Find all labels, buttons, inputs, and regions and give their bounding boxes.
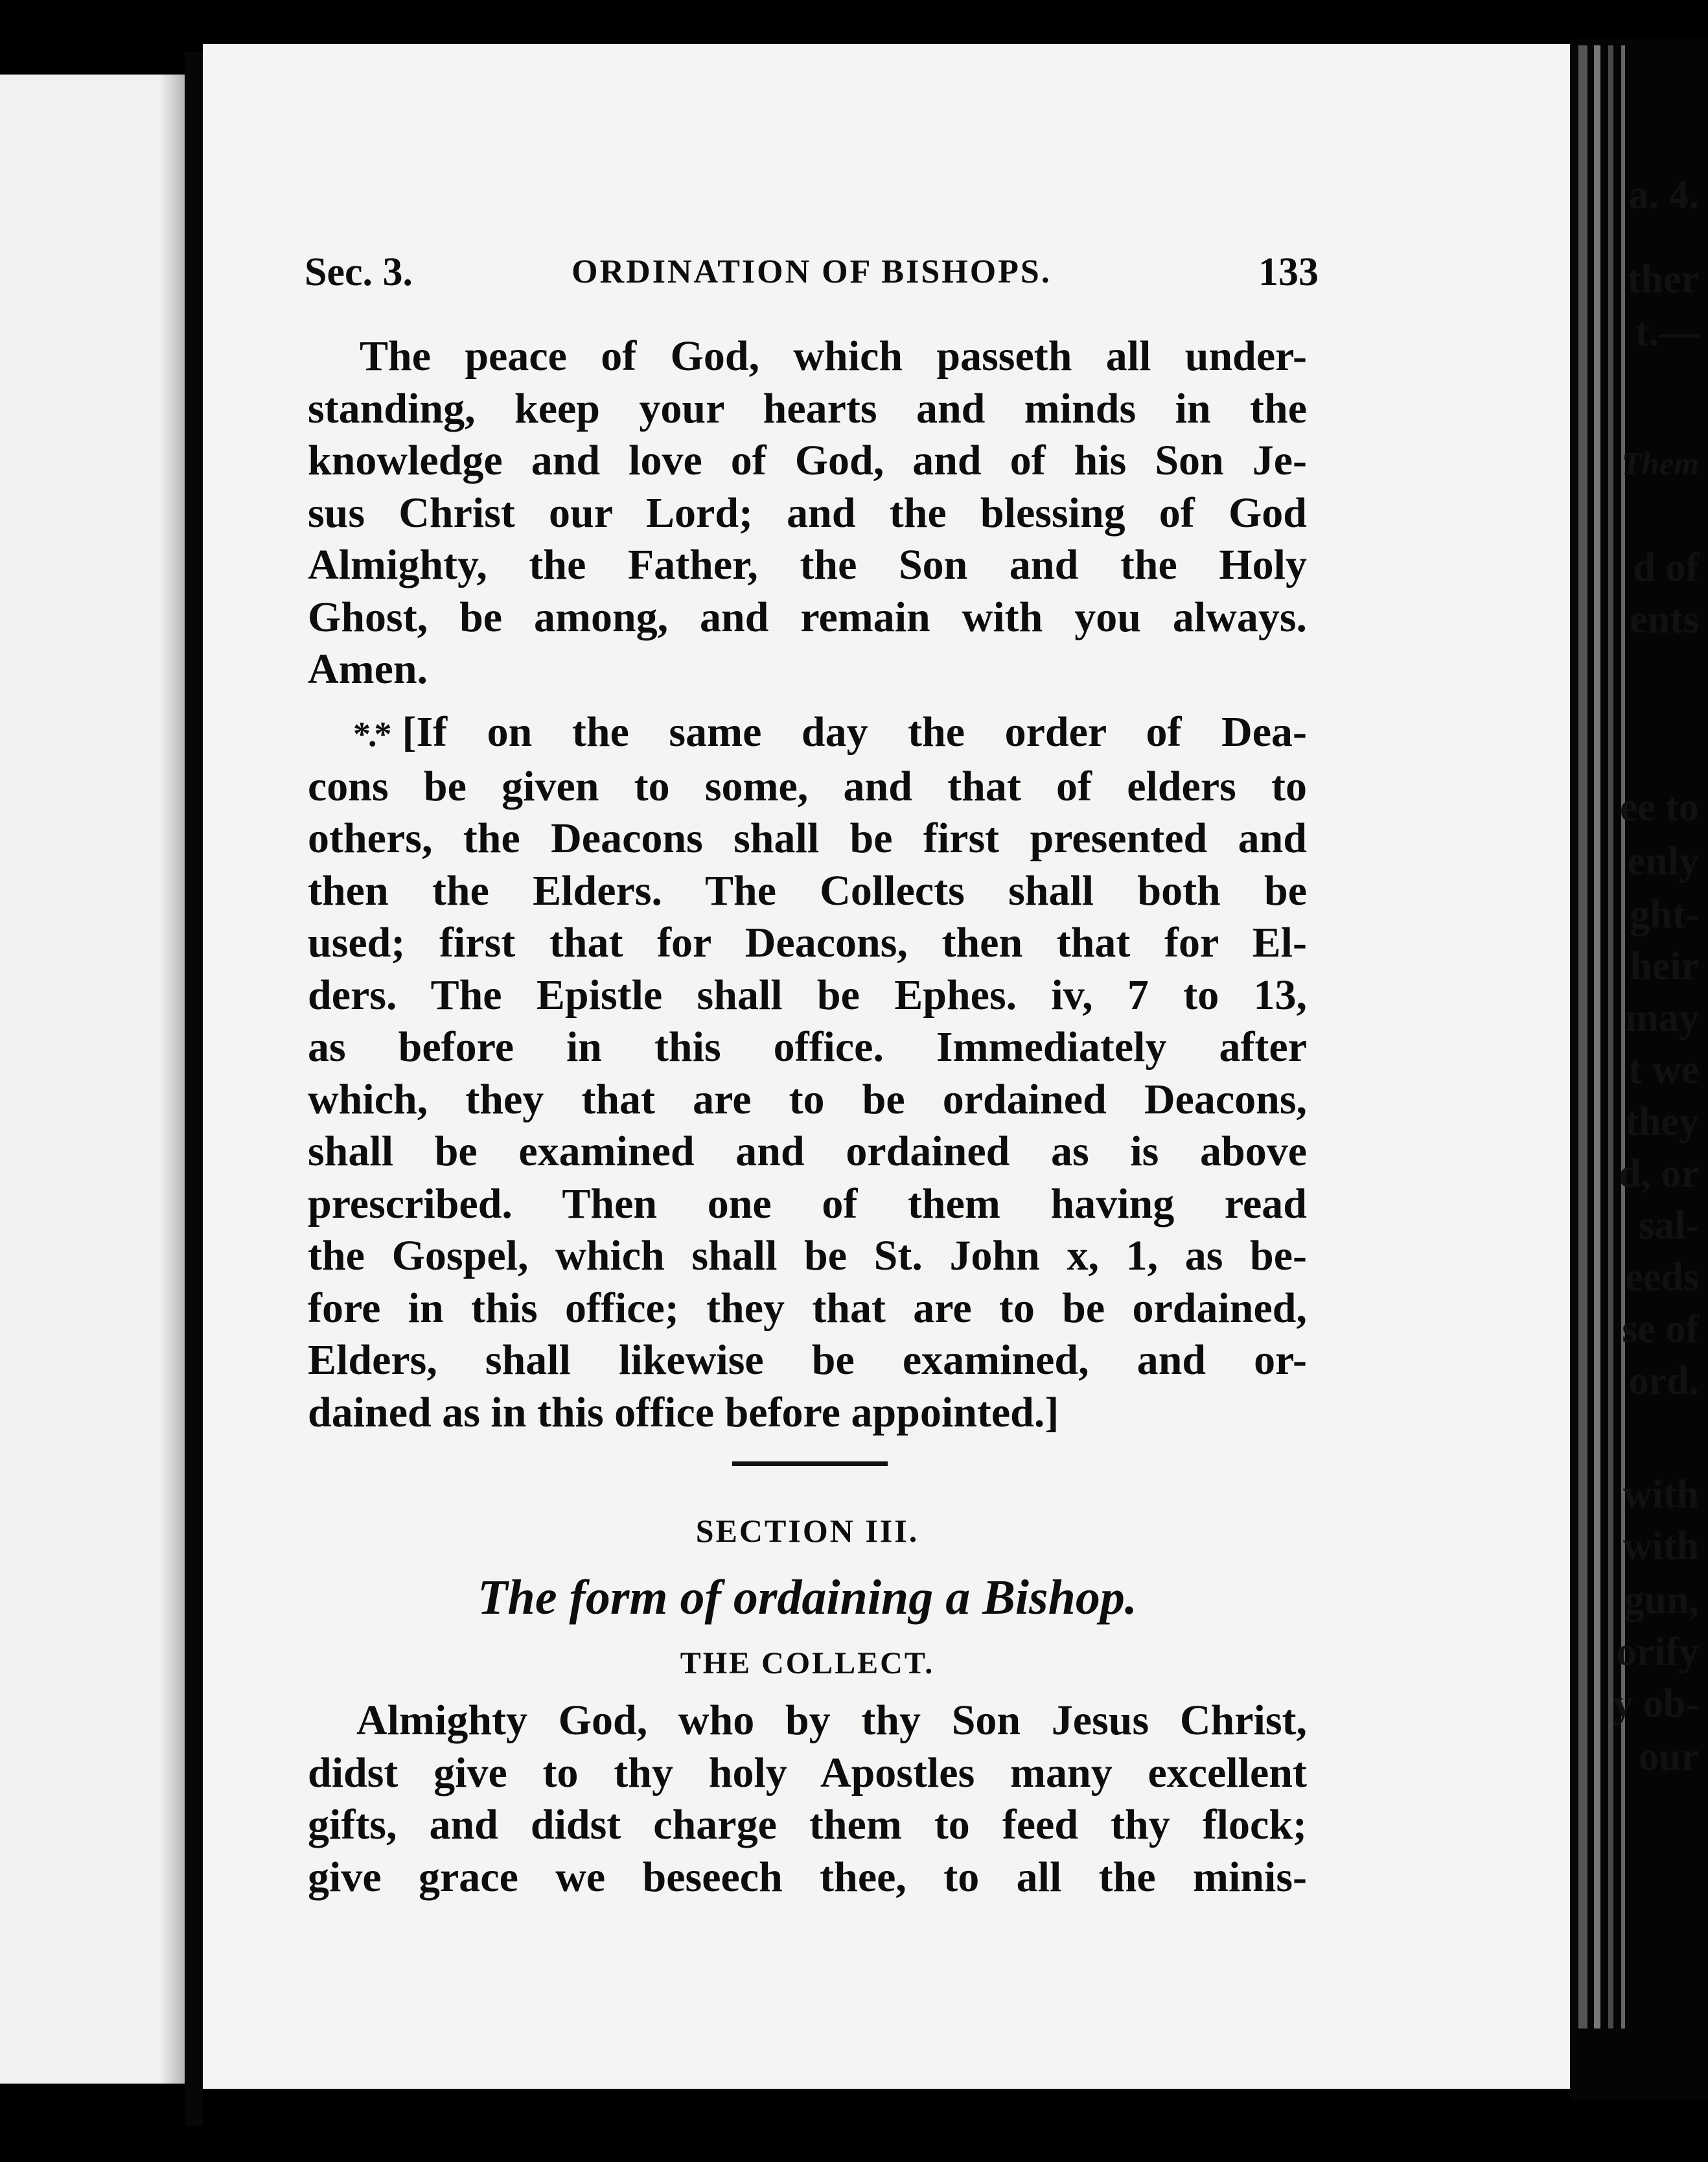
- text-line: ders. The Epistle shall be Ephes. iv, 7 to 13,: [308, 971, 1307, 1019]
- fragment: ord.: [1628, 1359, 1699, 1403]
- fragment: Them: [1621, 445, 1699, 482]
- fragment: t.—: [1635, 310, 1699, 355]
- blessing-paragraph: [308, 331, 1307, 696]
- text-line: knowledge and love of God, and of his Son Je-: [308, 437, 1307, 484]
- text-line: Ghost, be among, and remain with you always.: [308, 593, 1307, 641]
- text-line: Almighty, the Father, the Son and the Holy: [308, 541, 1307, 588]
- fragment: sal-: [1639, 1203, 1699, 1248]
- rubric-paragraph: [308, 706, 1307, 1439]
- text-line: then the Elders. The Collects shall both be: [308, 866, 1307, 914]
- fragment: y ob-: [1613, 1682, 1699, 1726]
- text-line: prescribed. Then one of them having read: [308, 1180, 1307, 1227]
- text-line: dained as in this office before appointed.]: [308, 1388, 1059, 1436]
- fragment: d, or: [1619, 1152, 1699, 1196]
- text-line: others, the Deacons shall be first presented and: [308, 815, 1307, 862]
- fragment: enly: [1627, 839, 1699, 883]
- fragment: t we: [1628, 1048, 1699, 1092]
- fragment: ents: [1630, 598, 1699, 642]
- facing-page-left: [0, 75, 185, 2084]
- form-title: The form of ordaining a Bishop.: [478, 1570, 1137, 1625]
- text-line: cons be given to some, and that of elders to: [308, 762, 1307, 810]
- running-head-title: ORDINATION OF BISHOPS.: [571, 253, 1052, 290]
- text-line: used; first that for Deacons, then that for El-: [308, 919, 1307, 966]
- collect-paragraph: [308, 1695, 1307, 1903]
- fragment: with: [1622, 1472, 1699, 1517]
- asterism-symbol: *.*: [353, 715, 389, 754]
- fragment: ee to: [1619, 785, 1699, 830]
- text-line: The peace of God, which passeth all under-: [360, 332, 1307, 380]
- fragment: eeds: [1625, 1255, 1699, 1299]
- fragment: our: [1639, 1735, 1699, 1779]
- running-head: [305, 246, 1319, 298]
- fragment: gun,: [1624, 1578, 1699, 1622]
- page-edge-strip: [1578, 45, 1587, 2028]
- section-heading: SECTION III.: [695, 1513, 919, 1549]
- book-gutter: [185, 52, 203, 2126]
- fragment: a. 4.: [1628, 173, 1699, 217]
- text-line: [If on the same day the order of Dea-: [402, 708, 1307, 756]
- text-line: which, they that are to be ordained Deacons,: [308, 1075, 1307, 1123]
- text-line: as before in this office. Immediately after: [308, 1023, 1307, 1071]
- fragment: orify: [1616, 1630, 1699, 1674]
- fragment: may: [1625, 996, 1699, 1040]
- fragment: se of: [1622, 1307, 1699, 1351]
- fragment: heir: [1630, 944, 1699, 988]
- text-line: fore in this office; they that are to be ordained,: [308, 1284, 1307, 1332]
- page-edge-strip: [1621, 45, 1625, 2028]
- text-line: give grace we beseech thee, to all the minis-: [308, 1853, 1307, 1901]
- text-line: Almighty God, who by thy Son Jesus Christ,: [356, 1697, 1307, 1744]
- page-number: 133: [1258, 250, 1319, 294]
- text-line: sus Christ our Lord; and the blessing of God: [308, 489, 1307, 537]
- text-line: standing, keep your hearts and minds in the: [308, 384, 1307, 432]
- page-edge-strip: [1608, 45, 1613, 2028]
- text-line: gifts, and didst charge them to feed thy flock;: [308, 1801, 1307, 1848]
- text-line: Amen.: [308, 645, 428, 693]
- fragment: ght-: [1630, 892, 1699, 936]
- gutter-shadow: [159, 75, 185, 2084]
- text-line: the Gospel, which shall be St. John x, 1, as be-: [308, 1232, 1307, 1279]
- fragment: ther: [1627, 257, 1699, 301]
- text-line: didst give to thy holy Apostles many excellent: [308, 1749, 1307, 1796]
- fragment: d of: [1633, 546, 1699, 590]
- running-head-section: Sec. 3.: [305, 250, 413, 294]
- fragment: with: [1622, 1524, 1699, 1568]
- text-line: shall be examined and ordained as is above: [308, 1128, 1307, 1175]
- section-divider-rule: [732, 1461, 888, 1466]
- text-line: Elders, shall likewise be examined, and or-: [308, 1336, 1307, 1384]
- fragment: they: [1625, 1100, 1699, 1144]
- page-edge-strip: [1594, 45, 1600, 2028]
- collect-heading: THE COLLECT.: [680, 1646, 935, 1680]
